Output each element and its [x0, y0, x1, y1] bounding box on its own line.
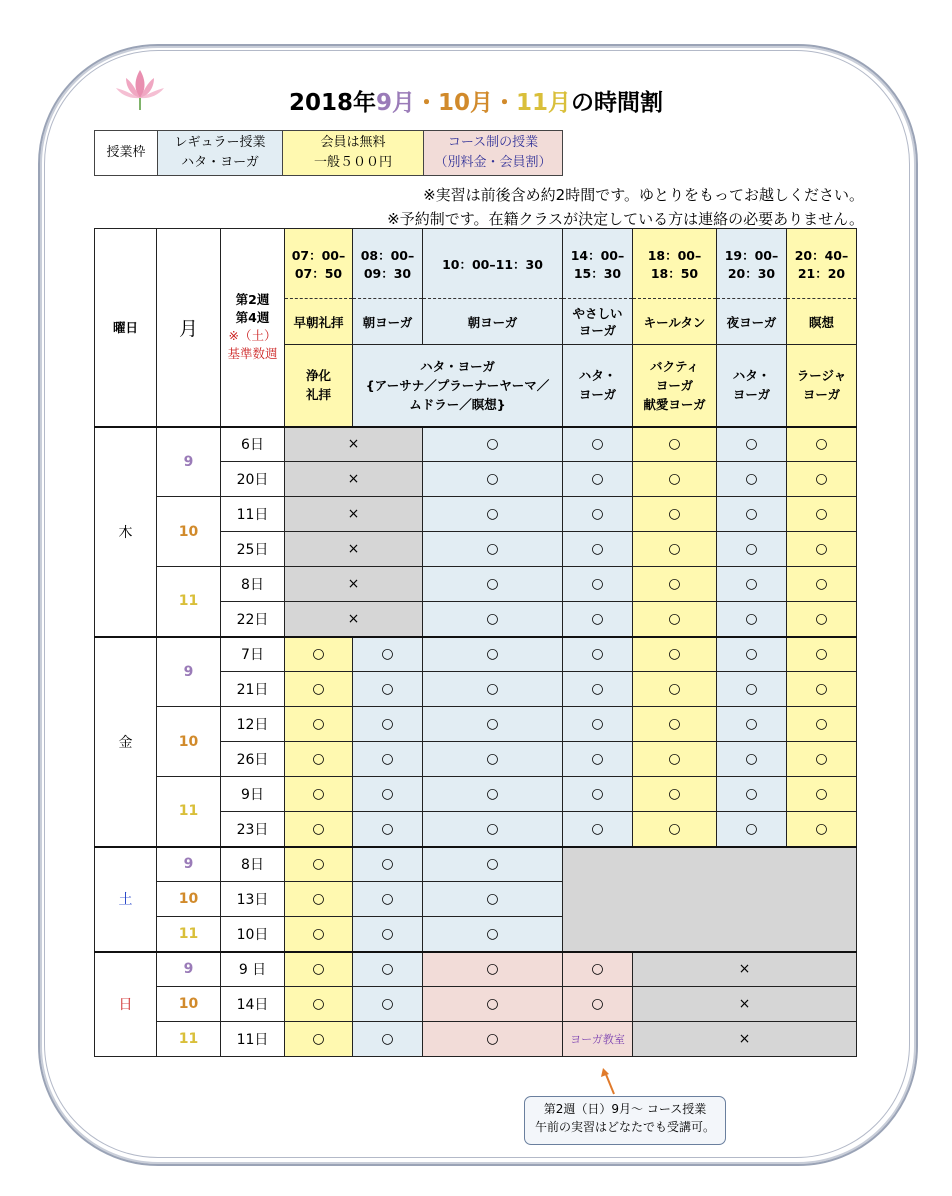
cell-yoga-studio: ヨーガ教室 [563, 1022, 633, 1057]
month-10: 10 [157, 497, 221, 567]
cell-open: ○ [787, 497, 857, 532]
cell-open: ○ [787, 462, 857, 497]
cell-open: ○ [285, 882, 353, 917]
class-type-5: バクティ ヨーガ 献愛ヨーガ [633, 345, 717, 427]
cell-open: ○ [633, 497, 717, 532]
time-start: 18：00– [647, 247, 702, 263]
class-name-7: 瞑想 [787, 299, 857, 345]
week-header-line: ※（土） [228, 328, 277, 344]
cell-open: ○ [285, 637, 353, 672]
cell-open: ○ [717, 742, 787, 777]
class-name-1: 早朝礼拝 [285, 299, 353, 345]
time-end: 18：50 [650, 265, 699, 281]
cell-open: ○ [787, 672, 857, 707]
cell-open: ○ [563, 707, 633, 742]
cell-closed: × [285, 602, 423, 637]
cell-open: ○ [563, 952, 633, 987]
cell-open: ○ [563, 602, 633, 637]
date-cell: 14日 [221, 987, 285, 1022]
cell-open: ○ [787, 427, 857, 462]
date-cell: 25日 [221, 532, 285, 567]
cell-open: ○ [633, 602, 717, 637]
time-start: 08：00– [360, 247, 415, 263]
cell-open: ○ [633, 742, 717, 777]
cell-open: ○ [563, 462, 633, 497]
cell-open: ○ [633, 672, 717, 707]
cell-open: ○ [717, 672, 787, 707]
date-cell: 13日 [221, 882, 285, 917]
cell-open: ○ [787, 567, 857, 602]
cell-closed: × [285, 497, 423, 532]
legend-regular-line2: ハタ・ヨーガ [181, 155, 259, 170]
time-slot-7 [787, 229, 857, 299]
callout-line: 午前の実習はどなたでも受講可。 [534, 1120, 715, 1134]
month-9: 9 [157, 847, 221, 882]
title-month-10: 10月 [438, 90, 494, 116]
weekday-saturday: 土 [95, 847, 157, 952]
time-end: 15：30 [573, 265, 622, 281]
title-sep: ・ [415, 90, 438, 116]
cell-open: ○ [717, 602, 787, 637]
week-header [221, 229, 285, 427]
date-cell: 10日 [221, 917, 285, 952]
class-type-1: 浄化 礼拝 [285, 345, 353, 427]
month-9: 9 [157, 952, 221, 987]
month-11: 11 [157, 777, 221, 847]
legend-label: 授業枠 [95, 131, 158, 176]
time-start: 20：40– [794, 247, 849, 263]
legend-course-line2: （別料金・会員割） [434, 155, 552, 170]
date-cell: 9日 [221, 777, 285, 812]
cell-open: ○ [423, 602, 563, 637]
class-name-2: 朝ヨーガ [353, 299, 423, 345]
cell-open: ○ [423, 1022, 563, 1057]
time-range: 10：00–11：30 [442, 256, 543, 272]
cell-open: ○ [717, 567, 787, 602]
legend-table [94, 130, 563, 176]
cell-open: ○ [285, 952, 353, 987]
page-title [0, 84, 952, 117]
cell-open: ○ [787, 637, 857, 672]
class-name-3: 朝ヨーガ [423, 299, 563, 345]
cell-open: ○ [717, 427, 787, 462]
cell-closed: × [633, 1022, 857, 1057]
cell-open: ○ [285, 847, 353, 882]
cell-open: ○ [717, 777, 787, 812]
cell-open: ○ [787, 707, 857, 742]
date-cell: 22日 [221, 602, 285, 637]
month-11: 11 [157, 567, 221, 637]
cell-open: ○ [353, 952, 423, 987]
month-10: 10 [157, 987, 221, 1022]
cell-open: ○ [633, 567, 717, 602]
cell-open: ○ [285, 1022, 353, 1057]
cell-open: ○ [285, 917, 353, 952]
cell-open: ○ [787, 602, 857, 637]
cell-open: ○ [717, 497, 787, 532]
cell-open: ○ [717, 812, 787, 847]
cell-open: ○ [353, 637, 423, 672]
time-slot-3 [423, 229, 563, 299]
cell-closed: × [285, 462, 423, 497]
class-type-7: ラージャ ヨーガ [787, 345, 857, 427]
cell-open: ○ [563, 812, 633, 847]
cell-open: ○ [633, 812, 717, 847]
cell-open: ○ [633, 637, 717, 672]
cell-closed: × [285, 567, 423, 602]
class-name-6: 夜ヨーガ [717, 299, 787, 345]
legend-course [424, 131, 563, 176]
date-cell: 26日 [221, 742, 285, 777]
cell-open: ○ [353, 707, 423, 742]
cell-open: ○ [717, 462, 787, 497]
date-cell: 8日 [221, 567, 285, 602]
time-slot-4 [563, 229, 633, 299]
cell-open: ○ [717, 707, 787, 742]
legend-free-line1: 会員は無料 [320, 135, 386, 150]
cell-open: ○ [563, 637, 633, 672]
legend-course-line1: コース制の授業 [447, 135, 539, 150]
cell-open: ○ [633, 427, 717, 462]
cell-open: ○ [423, 847, 563, 882]
cell-open: ○ [563, 567, 633, 602]
weekday-sunday: 日 [95, 952, 157, 1057]
time-end: 20：30 [727, 265, 776, 281]
cell-open: ○ [423, 637, 563, 672]
cell-open: ○ [423, 672, 563, 707]
month-11: 11 [157, 917, 221, 952]
title-sep: ・ [493, 90, 517, 116]
cell-open: ○ [353, 777, 423, 812]
time-start: 19：00– [724, 247, 779, 263]
legend-regular [158, 131, 283, 176]
cell-open: ○ [423, 882, 563, 917]
date-cell: 23日 [221, 812, 285, 847]
cell-open: ○ [787, 812, 857, 847]
time-end: 21：20 [797, 265, 846, 281]
cell-closed: × [633, 952, 857, 987]
title-month-11: 11月 [516, 90, 572, 116]
cell-open: ○ [423, 987, 563, 1022]
cell-open: ○ [423, 427, 563, 462]
legend-regular-line1: レギュラー授業 [174, 135, 266, 150]
cell-open: ○ [717, 637, 787, 672]
cell-open: ○ [353, 917, 423, 952]
time-end: 09：30 [363, 265, 412, 281]
date-cell: 7日 [221, 637, 285, 672]
class-type-4: ハタ・ ヨーガ [563, 345, 633, 427]
time-start: 14：00– [570, 247, 625, 263]
class-type-2: ハタ・ヨーガ {アーサナ／プラーナーヤーマ／ ムドラー／瞑想} [353, 345, 563, 427]
cell-open: ○ [423, 497, 563, 532]
title-year: 2018年 [288, 90, 376, 116]
cell-closed: × [633, 987, 857, 1022]
month-header: 月 [157, 229, 221, 427]
time-slot-6 [717, 229, 787, 299]
cell-open: ○ [423, 742, 563, 777]
cell-open: ○ [563, 777, 633, 812]
cell-open: ○ [787, 532, 857, 567]
time-end: 07：50 [294, 265, 343, 281]
cell-open: ○ [353, 1022, 423, 1057]
cell-open: ○ [285, 777, 353, 812]
class-name-5: キールタン [633, 299, 717, 345]
cell-open: ○ [563, 532, 633, 567]
cell-open: ○ [353, 812, 423, 847]
title-month-9: 9月 [375, 90, 415, 116]
weekday-header: 曜日 [95, 229, 157, 427]
month-10: 10 [157, 882, 221, 917]
week-header-line: 第2週 [235, 292, 270, 308]
cell-open: ○ [787, 777, 857, 812]
class-name-4: やさしい ヨーガ [563, 299, 633, 345]
cell-open: ○ [563, 427, 633, 462]
week-header-line: 基準数週 [227, 346, 278, 362]
class-type-6: ハタ・ ヨーガ [717, 345, 787, 427]
month-9: 9 [157, 427, 221, 497]
cell-open: ○ [353, 742, 423, 777]
cell-open: ○ [423, 707, 563, 742]
date-cell: 20日 [221, 462, 285, 497]
time-slot-1 [285, 229, 353, 299]
legend-free [283, 131, 424, 176]
cell-closed: × [285, 532, 423, 567]
callout-arrow-icon [600, 1066, 620, 1096]
cell-open: ○ [633, 462, 717, 497]
note-reservation: ※予約制です。在籍クラスが決定している方は連絡の必要ありません。 [387, 210, 864, 228]
date-cell: 11日 [221, 1022, 285, 1057]
cell-open: ○ [563, 742, 633, 777]
date-cell: 8日 [221, 847, 285, 882]
cell-open: ○ [285, 742, 353, 777]
cell-open: ○ [423, 812, 563, 847]
cell-closed: × [285, 427, 423, 462]
timetable [94, 228, 857, 1057]
month-11: 11 [157, 1022, 221, 1057]
callout-note [524, 1096, 726, 1145]
cell-open: ○ [423, 917, 563, 952]
cell-open: ○ [423, 952, 563, 987]
cell-open: ○ [353, 882, 423, 917]
cell-open: ○ [563, 497, 633, 532]
date-cell: 11日 [221, 497, 285, 532]
cell-open: ○ [285, 672, 353, 707]
cell-open: ○ [285, 987, 353, 1022]
cell-open: ○ [285, 812, 353, 847]
date-cell: 6日 [221, 427, 285, 462]
title-suffix: の時間割 [571, 90, 664, 116]
cell-no-class [563, 847, 857, 952]
cell-open: ○ [353, 672, 423, 707]
note-duration: ※実習は前後含め約2時間です。ゆとりをもってお越しください。 [423, 186, 864, 204]
month-9: 9 [157, 637, 221, 707]
cell-open: ○ [563, 672, 633, 707]
cell-open: ○ [633, 777, 717, 812]
time-slot-5 [633, 229, 717, 299]
cell-open: ○ [633, 532, 717, 567]
cell-open: ○ [717, 532, 787, 567]
date-cell: 21日 [221, 672, 285, 707]
date-cell: 12日 [221, 707, 285, 742]
date-cell: 9 日 [221, 952, 285, 987]
cell-open: ○ [423, 462, 563, 497]
cell-open: ○ [633, 707, 717, 742]
cell-open: ○ [423, 567, 563, 602]
callout-line: 第2週（日）9月～ コース授業 [543, 1102, 707, 1116]
weekday-friday: 金 [95, 637, 157, 847]
time-start: 07：00– [291, 247, 346, 263]
weekday-thursday: 木 [95, 427, 157, 637]
legend-free-line2: 一般５００円 [313, 155, 392, 170]
time-slot-2 [353, 229, 423, 299]
cell-open: ○ [563, 987, 633, 1022]
month-10: 10 [157, 707, 221, 777]
week-header-line: 第4週 [235, 310, 270, 326]
cell-open: ○ [423, 777, 563, 812]
cell-open: ○ [787, 742, 857, 777]
cell-open: ○ [353, 987, 423, 1022]
cell-open: ○ [353, 847, 423, 882]
cell-open: ○ [285, 707, 353, 742]
cell-open: ○ [423, 532, 563, 567]
